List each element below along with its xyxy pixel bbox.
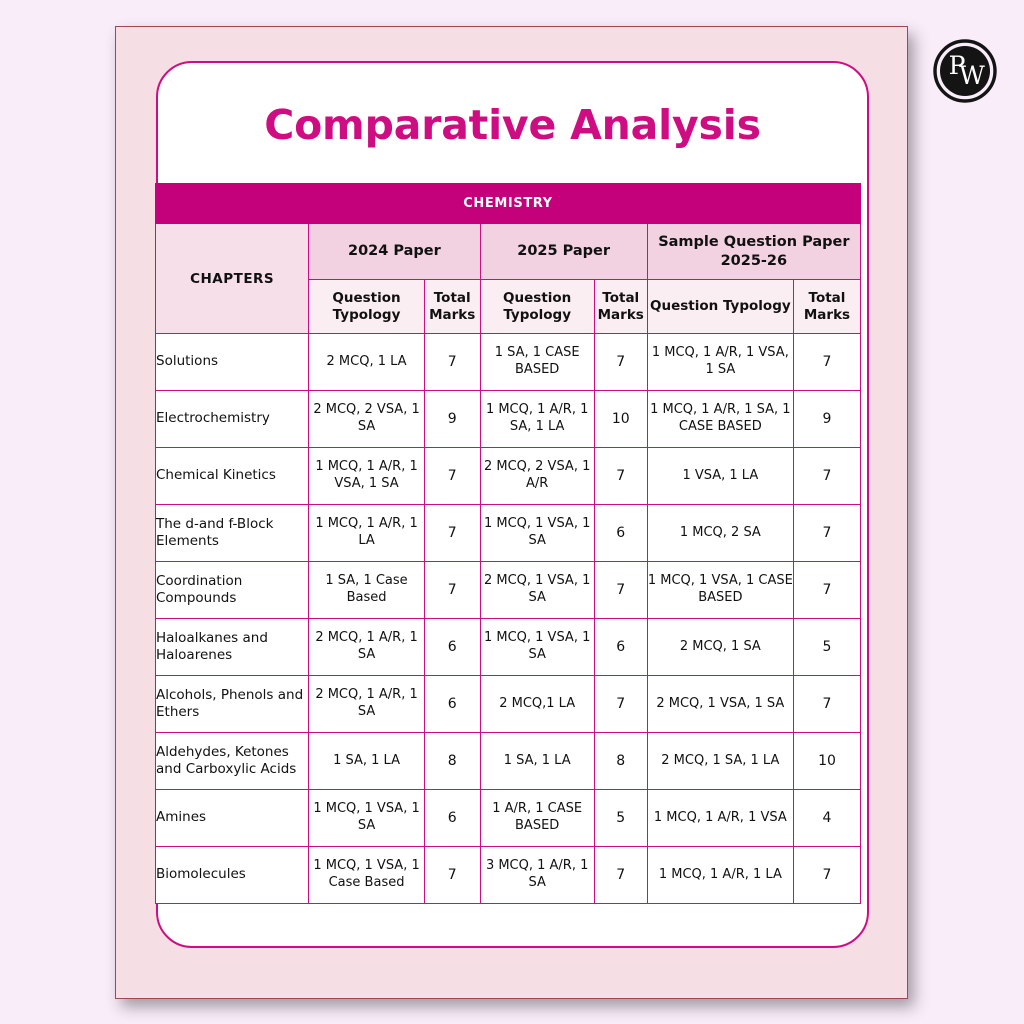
marks-sqp: 7: [793, 562, 860, 619]
typology-sqp: 1 VSA, 1 LA: [647, 448, 793, 505]
chapter-name: Solutions: [156, 334, 309, 391]
typology-sqp: 1 MCQ, 1 A/R, 1 VSA, 1 SA: [647, 334, 793, 391]
subheader-marks-2025: Total Marks: [594, 280, 647, 334]
typology-sqp: 1 MCQ, 1 VSA, 1 CASE BASED: [647, 562, 793, 619]
chapter-name: Alcohols, Phenols and Ethers: [156, 676, 309, 733]
typology-2024: 2 MCQ, 1 A/R, 1 SA: [309, 619, 425, 676]
subheader-typology-2024: Question Typology: [309, 280, 425, 334]
table-row: [156, 391, 861, 448]
header-sample-question-paper: Sample Question Paper 2025-26: [647, 224, 860, 280]
typology-2025: 1 MCQ, 1 A/R, 1 SA, 1 LA: [480, 391, 594, 448]
marks-2025: 6: [594, 505, 647, 562]
marks-sqp: 7: [793, 505, 860, 562]
chapter-name: Amines: [156, 790, 309, 847]
marks-2024: 7: [424, 505, 480, 562]
typology-2024: 1 SA, 1 Case Based: [309, 562, 425, 619]
subheader-marks-sqp: Total Marks: [793, 280, 860, 334]
typology-2025: 1 SA, 1 CASE BASED: [480, 334, 594, 391]
chapter-name: Aldehydes, Ketones and Carboxylic Acids: [156, 733, 309, 790]
marks-2025: 10: [594, 391, 647, 448]
typology-2025: 3 MCQ, 1 A/R, 1 SA: [480, 847, 594, 904]
marks-sqp: 7: [793, 334, 860, 391]
marks-2024: 6: [424, 790, 480, 847]
typology-2024: 1 MCQ, 1 A/R, 1 LA: [309, 505, 425, 562]
marks-2025: 7: [594, 676, 647, 733]
chapter-name: Electrochemistry: [156, 391, 309, 448]
marks-sqp: 4: [793, 790, 860, 847]
header-paper-2025: 2025 Paper: [480, 224, 647, 280]
marks-2024: 7: [424, 448, 480, 505]
typology-sqp: 2 MCQ, 1 SA: [647, 619, 793, 676]
marks-2024: 7: [424, 847, 480, 904]
marks-2024: 7: [424, 562, 480, 619]
typology-sqp: 1 MCQ, 1 A/R, 1 VSA: [647, 790, 793, 847]
typology-sqp: 1 MCQ, 1 A/R, 1 SA, 1 CASE BASED: [647, 391, 793, 448]
typology-sqp: 1 MCQ, 2 SA: [647, 505, 793, 562]
marks-2024: 8: [424, 733, 480, 790]
svg-text:P: P: [948, 51, 966, 80]
chapter-name: The d-and f-Block Elements: [156, 505, 309, 562]
typology-2025: 1 A/R, 1 CASE BASED: [480, 790, 594, 847]
typology-2024: 1 MCQ, 1 VSA, 1 Case Based: [309, 847, 425, 904]
typology-2024: 1 MCQ, 1 A/R, 1 VSA, 1 SA: [309, 448, 425, 505]
typology-2025: 2 MCQ, 1 VSA, 1 SA: [480, 562, 594, 619]
marks-2024: 9: [424, 391, 480, 448]
typology-sqp: 1 MCQ, 1 A/R, 1 LA: [647, 847, 793, 904]
table-row: [156, 790, 861, 847]
subheader-typology-2025: Question Typology: [480, 280, 594, 334]
typology-2025: 1 MCQ, 1 VSA, 1 SA: [480, 619, 594, 676]
marks-sqp: 10: [793, 733, 860, 790]
table-row: [156, 733, 861, 790]
typology-2024: 2 MCQ, 1 LA: [309, 334, 425, 391]
typology-sqp: 2 MCQ, 1 VSA, 1 SA: [647, 676, 793, 733]
typology-2024: 2 MCQ, 1 A/R, 1 SA: [309, 676, 425, 733]
marks-2025: 7: [594, 562, 647, 619]
header-paper-2024: 2024 Paper: [309, 224, 480, 280]
marks-2024: 7: [424, 334, 480, 391]
chapter-name: Coordination Compounds: [156, 562, 309, 619]
marks-sqp: 7: [793, 847, 860, 904]
table-row: [156, 505, 861, 562]
comparative-analysis-table: [155, 183, 861, 904]
header-chapters: CHAPTERS: [156, 224, 309, 334]
subject-band-label: [156, 184, 861, 224]
marks-sqp: 9: [793, 391, 860, 448]
pw-logo-icon: [932, 38, 998, 104]
subheader-marks-2024: Total Marks: [424, 280, 480, 334]
marks-2025: 7: [594, 448, 647, 505]
subject-name: CHEMISTRY: [463, 196, 553, 211]
chapter-name: Chemical Kinetics: [156, 448, 309, 505]
table-row: [156, 676, 861, 733]
svg-text:W: W: [959, 61, 985, 90]
marks-2024: 6: [424, 619, 480, 676]
subject-band-row: [156, 184, 861, 224]
subheader-typology-sqp: Question Typology: [647, 280, 793, 334]
marks-2025: 7: [594, 847, 647, 904]
chapter-name: Biomolecules: [156, 847, 309, 904]
typology-sqp: 2 MCQ, 1 SA, 1 LA: [647, 733, 793, 790]
typology-2025: 2 MCQ, 2 VSA, 1 A/R: [480, 448, 594, 505]
chapter-name: Haloalkanes and Haloarenes: [156, 619, 309, 676]
marks-sqp: 5: [793, 619, 860, 676]
marks-2025: 7: [594, 334, 647, 391]
table-row: [156, 562, 861, 619]
typology-2024: 1 SA, 1 LA: [309, 733, 425, 790]
table-row: [156, 448, 861, 505]
page-title: Comparative Analysis: [264, 101, 761, 149]
table-row: [156, 334, 861, 391]
marks-2024: 6: [424, 676, 480, 733]
typology-2025: 2 MCQ,1 LA: [480, 676, 594, 733]
typology-2025: 1 SA, 1 LA: [480, 733, 594, 790]
marks-2025: 5: [594, 790, 647, 847]
table-row: [156, 847, 861, 904]
group-header-row: [156, 224, 861, 280]
typology-2025: 1 MCQ, 1 VSA, 1 SA: [480, 505, 594, 562]
marks-sqp: 7: [793, 448, 860, 505]
marks-2025: 8: [594, 733, 647, 790]
typology-2024: 2 MCQ, 2 VSA, 1 SA: [309, 391, 425, 448]
table-row: [156, 619, 861, 676]
marks-sqp: 7: [793, 676, 860, 733]
typology-2024: 1 MCQ, 1 VSA, 1 SA: [309, 790, 425, 847]
marks-2025: 6: [594, 619, 647, 676]
